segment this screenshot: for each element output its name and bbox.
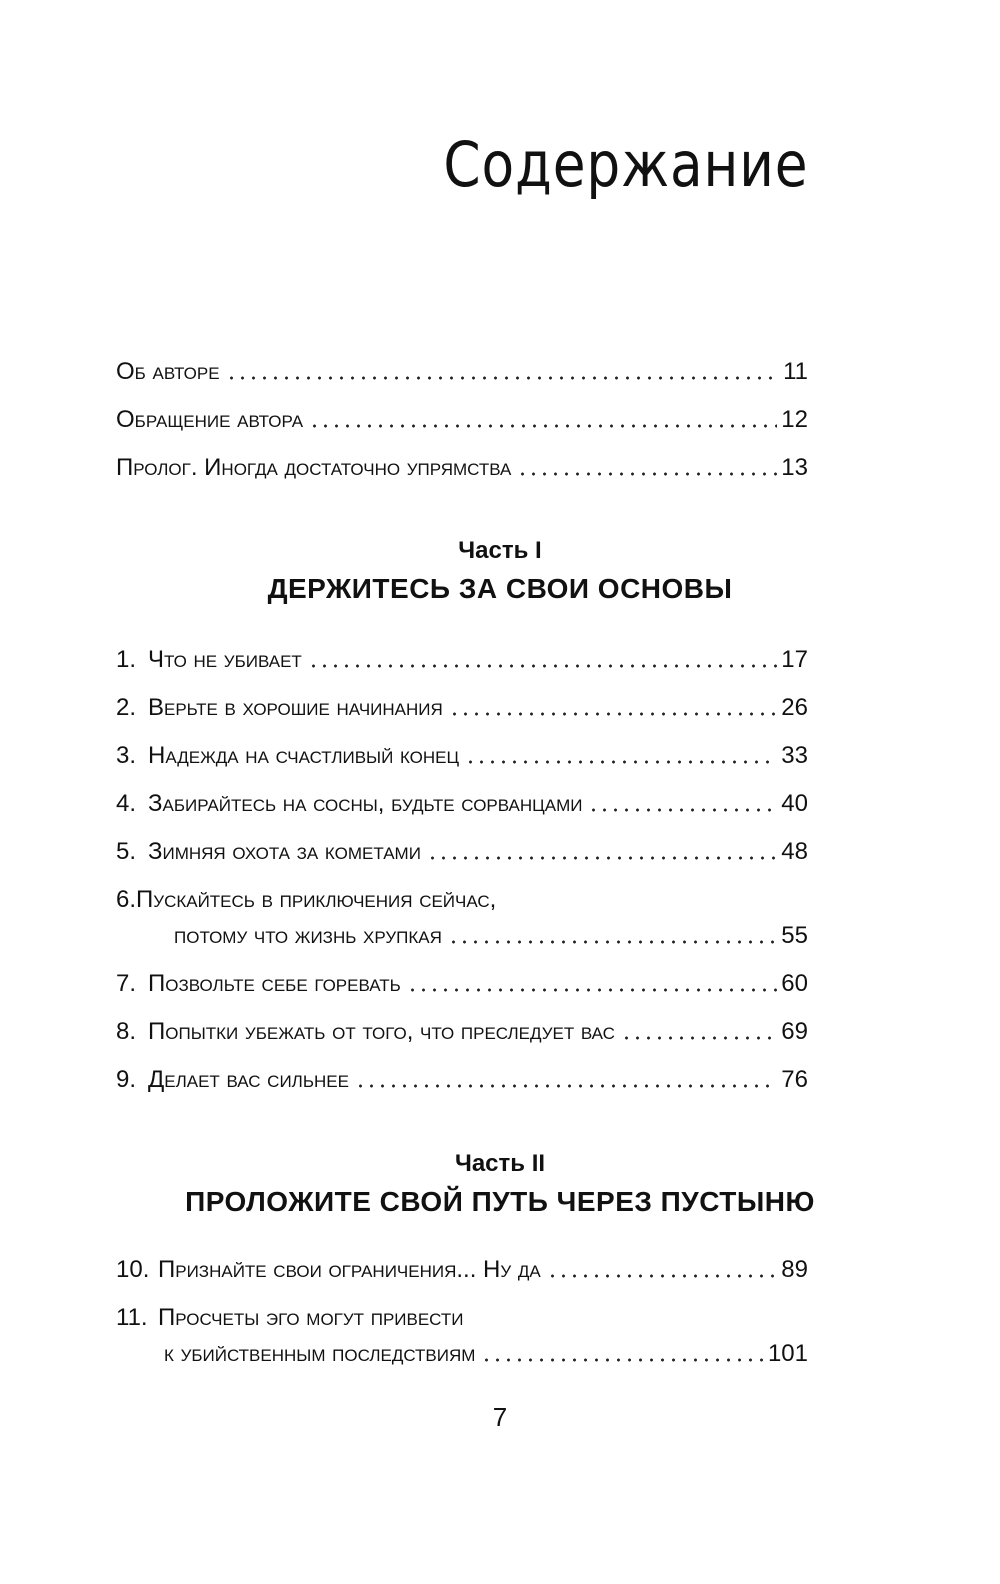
toc-entry-first-line [116, 1284, 808, 1332]
toc-entry[interactable] [116, 1236, 808, 1284]
toc-entry-title: Надежда на счастливый конец [148, 742, 460, 769]
toc-entry-continuation [116, 1332, 808, 1368]
toc-entry-page: 89 [781, 1256, 808, 1283]
toc-entry[interactable] [116, 626, 808, 674]
toc-entry-page: 55 [781, 922, 808, 949]
page-title: Содержание [442, 128, 808, 201]
toc-part-1 [116, 626, 808, 1094]
toc-entry-page: 69 [781, 1018, 808, 1045]
toc-leader [449, 711, 778, 717]
toc-entry-title: Верьте в хорошие начинания [148, 694, 443, 721]
toc-entry[interactable] [116, 998, 808, 1046]
toc-leader [517, 471, 777, 477]
toc-entry-title: Забирайтесь на сосны, будьте сорванцами [148, 790, 583, 817]
toc-entry-number: 2. [116, 694, 137, 721]
part-1-label: Часть I [458, 537, 542, 564]
toc-leader [309, 423, 777, 429]
toc-entry-continuation [116, 914, 808, 950]
toc-entry-number: 9. [116, 1066, 137, 1093]
toc-entry-number: 4. [116, 790, 137, 817]
toc-entry-page: 60 [781, 970, 808, 997]
toc-entry-number: 3. [116, 742, 137, 769]
toc-entry-title: Пускайтесь в приключения сейчас, [136, 886, 497, 913]
toc-entry-title: Зимняя охота за кометами [148, 838, 421, 865]
toc-leader [407, 987, 777, 993]
toc-entry[interactable] [116, 818, 808, 866]
part-2-label: Часть II [454, 1150, 546, 1177]
toc-entry-title: Делает вас сильнее [148, 1066, 349, 1093]
toc-entry-multiline[interactable] [116, 1284, 808, 1368]
toc-entry-page: 11 [783, 358, 808, 385]
toc-entry[interactable] [116, 722, 808, 770]
toc-leader [226, 375, 780, 381]
toc-entry-number: 10. [116, 1256, 150, 1283]
toc-entry-first-line [116, 866, 808, 914]
toc-leader [465, 759, 777, 765]
toc-entry-title: Признайте свои ограничения... Ну да [158, 1256, 541, 1283]
toc-entry-number: 5. [116, 838, 137, 865]
toc-entry-number: 7. [116, 970, 137, 997]
part-2-name: ПРОЛОЖИТЕ СВОЙ ПУТЬ ЧЕРЕЗ ПУСТЫНЮ [185, 1186, 815, 1217]
toc-intro [116, 338, 808, 482]
part-2-heading [0, 1150, 1000, 1218]
toc-leader [448, 939, 777, 945]
toc-entry-title: Об авторе [116, 358, 220, 385]
toc-entry-title: Обращение автора [116, 406, 304, 433]
toc-entry-page: 48 [781, 838, 808, 865]
toc-entry[interactable] [116, 1046, 808, 1094]
toc-leader [355, 1083, 777, 1089]
toc-leader [621, 1035, 777, 1041]
toc-leader [588, 807, 777, 813]
toc-entry-title-cont: к убийственным последствиям [164, 1340, 476, 1367]
toc-entry[interactable] [116, 674, 808, 722]
toc-leader [308, 663, 777, 669]
toc-entry-title: Что не убивает [148, 646, 302, 673]
toc-leader [547, 1273, 778, 1279]
toc-entry-number: 8. [116, 1018, 137, 1045]
toc-entry-title: Попытки убежать от того, что преследует вас [148, 1018, 615, 1045]
toc-entry[interactable] [116, 950, 808, 998]
toc-entry[interactable] [116, 434, 808, 482]
toc-leader [481, 1357, 764, 1363]
toc-entry-title: Пролог. Иногда достаточно упрямства [116, 454, 512, 481]
toc-entry-page: 13 [781, 454, 808, 481]
toc-entry-title-cont: потому что жизнь хрупкая [174, 922, 442, 949]
toc-entry-number: 6. [116, 886, 137, 913]
part-1-name: ДЕРЖИТЕСЬ ЗА СВОИ ОСНОВЫ [267, 573, 733, 604]
part-1-heading [0, 537, 1000, 605]
toc-entry-number: 11. [116, 1304, 148, 1331]
toc-entry-page: 33 [781, 742, 808, 769]
toc-entry-page: 12 [781, 406, 808, 433]
toc-leader [427, 855, 777, 861]
toc-entry-title: Позвольте себе горевать [148, 970, 401, 997]
toc-entry-title: Просчеты эго могут привести [158, 1304, 464, 1331]
toc-entry-page: 26 [781, 694, 808, 721]
toc-entry[interactable] [116, 338, 808, 386]
page-number: 7 [492, 1402, 508, 1432]
toc-entry[interactable] [116, 386, 808, 434]
toc-part-2 [116, 1236, 808, 1368]
toc-entry-multiline[interactable] [116, 866, 808, 950]
toc-entry-number: 1. [116, 646, 137, 673]
toc-entry[interactable] [116, 770, 808, 818]
toc-entry-page: 76 [781, 1066, 808, 1093]
toc-entry-page: 101 [767, 1340, 808, 1367]
toc-entry-page: 17 [781, 646, 808, 673]
toc-entry-page: 40 [781, 790, 808, 817]
